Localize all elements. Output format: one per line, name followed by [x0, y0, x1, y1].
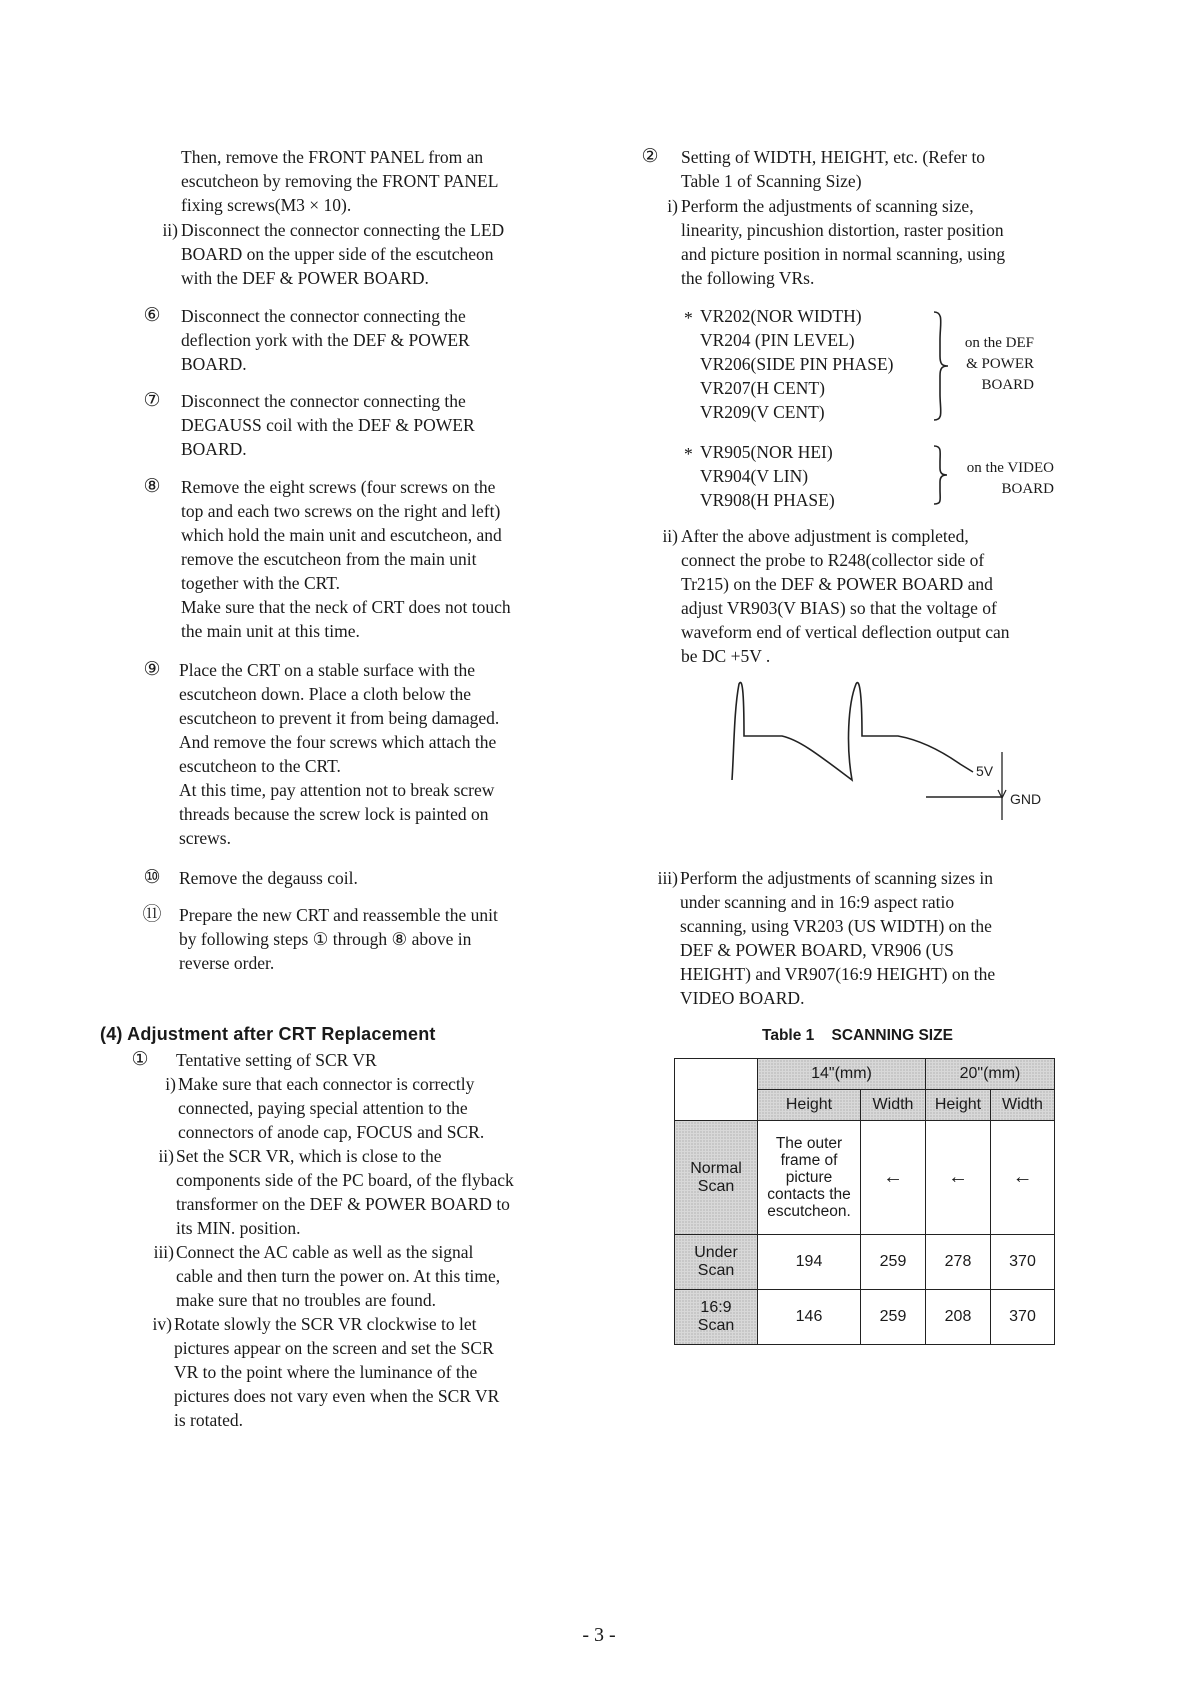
table-row — [675, 1290, 1055, 1345]
group-14-header: 14"(mm) — [758, 1059, 926, 1090]
group-20-header: 20"(mm) — [926, 1059, 1055, 1090]
adj-iii-text: Connect the AC cable as well as the signal cable and then turn the power on. At this time, make sure that no troubles are found. — [176, 1242, 501, 1310]
wave-label-gnd: GND — [1010, 791, 1042, 807]
brace-group2 — [930, 444, 952, 506]
sub1-title: Tentative setting of SCR VR — [176, 1050, 377, 1070]
cell-normal-height14: The outer frame of picture contacts the escutcheon. — [758, 1121, 861, 1235]
step9-marker: ⑨ — [143, 659, 161, 680]
s2-marker: ② — [641, 146, 659, 167]
adj-iii-number: iii) — [153, 1242, 174, 1262]
step11-marker: ⑪ — [142, 904, 162, 925]
right-iii-number: iii) — [657, 868, 678, 888]
col-height-20: Height — [926, 1090, 991, 1121]
wave-label-5v: 5V — [976, 763, 994, 779]
right-ii-text: After the above adjustment is completed, connect the probe to R248(collector side of Tr215) on the DEF & POWER BOARD and adjust VR903(V BIAS) so that the voltage of waveform end of vertical deflection output can be DC +5V . — [681, 526, 1010, 666]
step10-text: Remove the degauss coil. — [179, 868, 358, 888]
adj-ii-text: Set the SCR VR, which is close to the components side of the PC board, of the flyback transformer on the DEF & POWER BOARD to its MIN. position. — [176, 1146, 514, 1238]
cell-169-height14: 146 — [758, 1290, 861, 1345]
col-height-14: Height — [758, 1090, 861, 1121]
cell-under-width14: 259 — [861, 1235, 926, 1290]
step7-marker: ⑦ — [143, 390, 161, 411]
vr-group1-asterisk: * — [684, 308, 693, 328]
step6-marker: ⑥ — [143, 305, 161, 326]
scanning-size-table — [674, 1058, 1055, 1345]
s2-text: Setting of WIDTH, HEIGHT, etc. (Refer to Table 1 of Scanning Size) — [681, 147, 986, 191]
cell-169-width20: 370 — [991, 1290, 1055, 1345]
step10-marker: ⑩ — [143, 867, 161, 888]
adj-i-number: i) — [165, 1074, 176, 1094]
section-heading: (4) Adjustment after CRT Replacement — [100, 1024, 436, 1044]
cell-169-width14: 259 — [861, 1290, 926, 1345]
adj-iv-number: iv) — [152, 1314, 172, 1334]
adj-iv-text: Rotate slowly the SCR VR clockwise to let pictures appear on the screen and set the SCR VR to the point where the luminance of the pictures does not vary even when the SCR VR is rotated. — [174, 1314, 500, 1430]
table-caption: Table 1 SCANNING SIZE — [762, 1027, 953, 1044]
adj-i-text: Make sure that each connector is correctly connected, paying special attention to the connectors of anode cap, FOCUS and SCR. — [178, 1074, 485, 1142]
step-ii-number: ii) — [162, 220, 178, 240]
cell-normal-height20: ← — [926, 1121, 991, 1235]
step-ii-text: Disconnect the connector connecting the LED BOARD on the upper side of the escutcheon with the DEF & POWER BOARD. — [181, 220, 505, 288]
right-i-text: Perform the adjustments of scanning size, linearity, pincushion distortion, raster position and picture position in normal scanning, using the following VRs. — [681, 196, 1006, 288]
row-label-169: 16:9 Scan — [675, 1290, 758, 1345]
step8-marker: ⑧ — [143, 476, 161, 497]
right-i-number: i) — [667, 196, 678, 216]
vr-group1-list: VR202(NOR WIDTH) VR204 (PIN LEVEL) VR206(SIDE PIN PHASE) VR207(H CENT) VR209(V CENT) — [700, 306, 894, 422]
cell-under-width20: 370 — [991, 1235, 1055, 1290]
table-corner-cell — [675, 1059, 758, 1121]
sub1-marker: ① — [131, 1049, 149, 1070]
vr-group2-asterisk: * — [684, 444, 693, 464]
vertical-deflection-waveform — [720, 680, 1060, 830]
step8-text: Remove the eight screws (four screws on the top and each two screws on the right and left) which hold the main unit and escutcheon, and remove the escutcheon from the main unit together with the CRT. Make sure that the neck of CRT does not touch the main unit at this time. — [181, 477, 511, 641]
right-ii-number: ii) — [662, 526, 678, 546]
vr-group1-note: on the DEF & POWER BOARD — [964, 335, 1034, 393]
page-number: - 3 - — [582, 1624, 616, 1646]
cell-169-height20: 208 — [926, 1290, 991, 1345]
table-row — [675, 1121, 1055, 1235]
row-label-normal: Normal Scan — [675, 1121, 758, 1235]
cell-normal-width20: ← — [991, 1121, 1055, 1235]
cell-under-height14: 194 — [758, 1235, 861, 1290]
cell-under-height20: 278 — [926, 1235, 991, 1290]
right-iii-text: Perform the adjustments of scanning sizes in under scanning and in 16:9 aspect ratio scanning, using VR203 (US WIDTH) on the DEF & POWER BOARD, VR906 (US HEIGHT) and VR907(16:9 HEIGHT) on the VIDEO BOARD. — [680, 868, 996, 1008]
intro-paragraph: Then, remove the FRONT PANEL from an escutcheon by removing the FRONT PANEL fixing screws(M3 × 10). — [181, 147, 499, 215]
step9-text: Place the CRT on a stable surface with the escutcheon down. Place a cloth below the escutcheon to prevent it from being damaged. And remove the four screws which attach the escutcheon to the CRT. At this time, pay attention not to break screw threads because the screw lock is painted on screws. — [179, 660, 500, 848]
step7-text: Disconnect the connector connecting the DEGAUSS coil with the DEF & POWER BOARD. — [181, 391, 475, 459]
col-width-14: Width — [861, 1090, 926, 1121]
table-row — [675, 1235, 1055, 1290]
cell-normal-width14: ← — [861, 1121, 926, 1235]
col-width-20: Width — [991, 1090, 1055, 1121]
row-label-under: Under Scan — [675, 1235, 758, 1290]
adj-ii-number: ii) — [158, 1146, 174, 1166]
brace-group1 — [930, 310, 954, 422]
vr-group2-note: on the VIDEO BOARD — [966, 460, 1054, 497]
vr-group2-list: VR905(NOR HEI) VR904(V LIN) VR908(H PHASE) — [700, 442, 835, 510]
step11-text: Prepare the new CRT and reassemble the unit by following steps ① through ⑧ above in reverse order. — [179, 905, 498, 973]
step6-text: Disconnect the connector connecting the deflection york with the DEF & POWER BOARD. — [181, 306, 470, 374]
